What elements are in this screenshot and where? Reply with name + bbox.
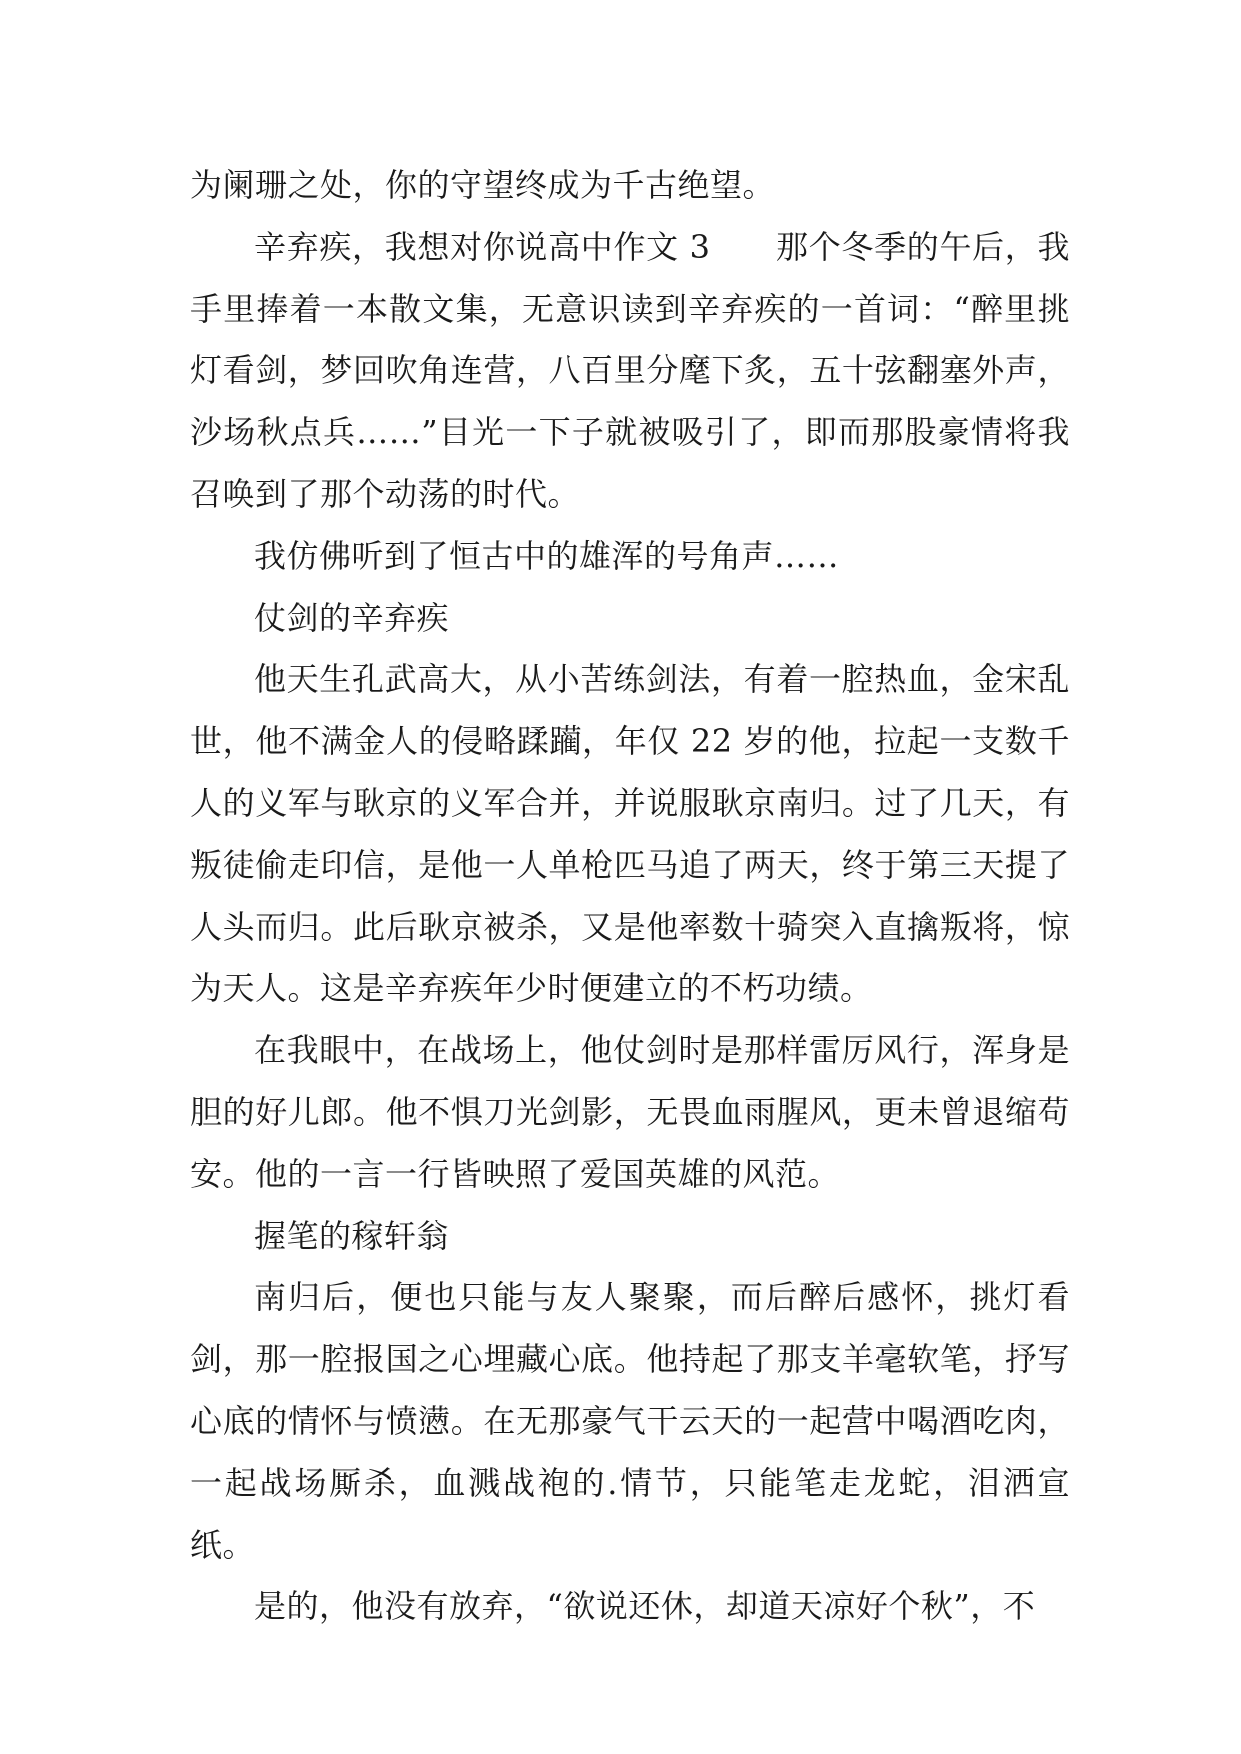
essay-body xyxy=(190,155,1070,1638)
section-heading: 仗剑的辛弃疾 xyxy=(254,598,450,637)
paragraph: 他天生孔武高大，从小苦练剑法，有着一腔热血，金宋乱世，他不满金人的侵略蹂躏，年仅 22 岁的他，拉起一支数千人的义军与耿京的义军合并，并说服耿京南归。过了几天，有叛徒偷走印信，是他一人单枪匹马追了两天，终于第三天提了人头而归。此后耿京被杀，又是他率数十骑突入直擒叛将，惊为天人。这是辛弃疾年少时便建立的不朽功绩。 xyxy=(190,660,1070,1008)
paragraph: 是的，他没有放弃，“欲说还休，却道天凉好个秋”，不 xyxy=(254,1587,1036,1626)
paragraph: 在我眼中，在战场上，他仗剑时是那样雷厉风行，浑身是胆的好儿郎。他不惧刀光剑影，无畏血雨腥风，更未曾退缩苟安。他的一言一行皆映照了爱国英雄的风范。 xyxy=(190,1031,1070,1193)
paragraph: 我仿佛听到了恒古中的雄浑的号角声…… xyxy=(254,536,840,575)
paragraph: 辛弃疾，我想对你说高中作文 3 那个冬季的午后，我手里捧着一本散文集，无意识读到辛弃疾的一首词：“醉里挑灯看剑，梦回吹角连营，八百里分麾下炙，五十弦翻塞外声，沙场秋点兵……”目光一下子就被吸引了，即而那股豪情将我召唤到了那个动荡的时代。 xyxy=(190,227,1070,513)
section-heading: 握笔的稼轩翁 xyxy=(254,1216,450,1255)
paragraph: 为阑珊之处，你的守望终成为千古绝望。 xyxy=(190,166,776,204)
paragraph: 南归后，便也只能与友人聚聚，而后醉后感怀，挑灯看剑，那一腔报国之心埋藏心底。他持起了那支羊毫软笔，抒写心底的情怀与愤懑。在无那豪气干云天的一起营中喝酒吃肉，一起战场厮杀，血溅战袍的.情节，只能笔走龙蛇，泪洒宣纸。 xyxy=(190,1278,1070,1564)
